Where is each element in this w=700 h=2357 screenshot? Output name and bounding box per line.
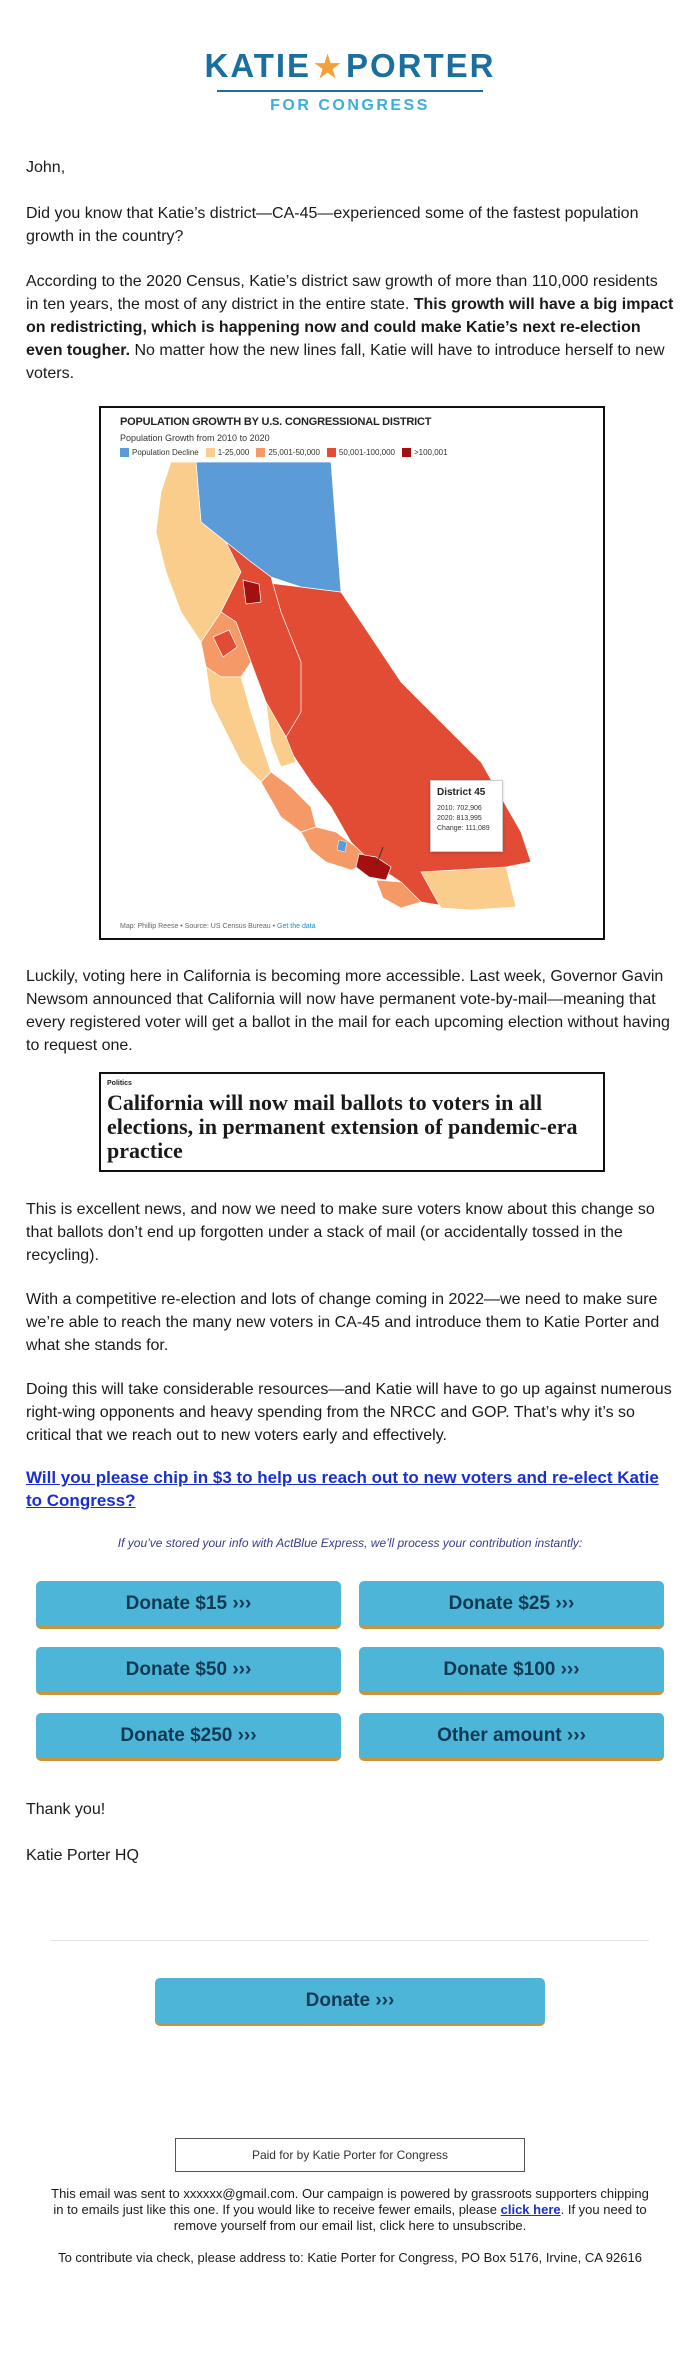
thank-you: Thank you!	[26, 1801, 106, 1818]
email-footer-notice: This email was sent to xxxxxx@gmail.com. Our campaign is powered by grassroots supporters chipping in to emails just like this one. If you would like to receive fewer emails, please click here. If you need to remove yourself from our email list, click here to unsubscribe.	[51, 2186, 649, 2233]
paid-for-disclaimer: Paid for by Katie Porter for Congress	[175, 2138, 525, 2172]
donate-100-button[interactable]: Donate $100 ›››	[359, 1647, 664, 1695]
map-region-la-decline	[337, 840, 347, 852]
paragraph-2-lead: According to the 2020 Census, Katie’s district saw growth of more than 110,000 residents in ten years, the most of any district in the entire state.	[26, 273, 658, 313]
population-growth-map	[99, 406, 605, 940]
callout-change: Change: 111,089	[437, 825, 490, 832]
donate-other-amount-button[interactable]: Other amount ›››	[359, 1713, 664, 1761]
paragraph-5: With a competitive re-election and lots of change coming in 2022—we need to make sure we’re able to reach the many new voters in CA-45 and introduce them to Katie Porter and what she stands for.	[26, 1291, 660, 1354]
donate-25-button[interactable]: Donate $25 ›››	[359, 1581, 664, 1629]
actblue-note: If you’ve stored your info with ActBlue Express, we’ll process your contribution instantly:	[117, 1536, 583, 1550]
headline-text: California will now mail ballots to voters in all elections, in permanent extension of pandemic-era practice	[107, 1090, 578, 1163]
legend-item-over-100001: >100,001	[402, 448, 448, 457]
california-district-map	[101, 462, 603, 912]
chip-in-link[interactable]: Will you please chip in $3 to help us reach out to new voters and re-elect Katie to Congress?	[26, 1468, 659, 1510]
map-region-coastal-south	[261, 772, 316, 832]
paragraph-4: This is excellent news, and now we need to make sure voters know about this change so that ballots don’t end up forgotten under a stack of mail (or accidentally tossed in the recycling).	[26, 1201, 655, 1264]
map-legend	[120, 448, 448, 457]
star-icon: ★	[314, 51, 343, 84]
legend-item-1-25000: 1-25,000	[206, 448, 250, 457]
logo-first-name: KATIE	[204, 47, 312, 84]
legend-item-50001-100000: 50,001-100,000	[327, 448, 395, 457]
donate-250-button[interactable]: Donate $250 ›››	[36, 1713, 341, 1761]
check-address: To contribute via check, please address to: Katie Porter for Congress, PO Box 5176, Irvine, CA 92616	[58, 2250, 642, 2265]
news-headline-image	[99, 1072, 605, 1172]
headline-section: Politics	[107, 1080, 132, 1087]
callout-2020: 2020: 813,995	[437, 815, 482, 822]
footer-divider	[51, 1940, 649, 1941]
legend-item-decline: Population Decline	[120, 448, 199, 457]
logo-divider	[217, 90, 483, 92]
callout-2010: 2010: 702,906	[437, 805, 482, 812]
paragraph-2-bold: This growth will have a big impact on redistricting, which is happening now and could make Katie’s next re-election even tougher.	[26, 296, 674, 359]
map-title: POPULATION GROWTH BY U.S. CONGRESSIONAL DISTRICT	[120, 416, 432, 428]
paragraph-6: Doing this will take considerable resources—and Katie will have to go up against numerous right-wing opponents and heavy spending from the NRCC and GOP. That’s why it’s so critical that we reach out to new voters early and effectively.	[26, 1381, 672, 1444]
map-region-sacramento	[243, 580, 261, 604]
donate-50-button[interactable]: Donate $50 ›››	[36, 1647, 341, 1695]
district-45-callout	[430, 780, 503, 852]
paragraph-3: Luckily, voting here in California is becoming more accessible. Last week, Governor Gavin Newsom announced that California will now have permanent vote-by-mail—meaning that every registered voter will get a ballot in the mail for each upcoming election without having to request one.	[26, 968, 670, 1054]
get-the-data-link[interactable]: Get the data	[277, 923, 316, 930]
map-region-east	[261, 582, 531, 907]
greeting: John,	[26, 159, 66, 176]
paragraph-1: Did you know that Katie’s district—CA-45—experienced some of the fastest population growth in the country?	[26, 205, 639, 245]
campaign-logo	[0, 48, 700, 116]
map-subtitle: Population Growth from 2010 to 2020	[120, 433, 270, 443]
footer-donate-button[interactable]: Donate ›››	[155, 1978, 545, 2026]
signature: Katie Porter HQ	[26, 1847, 139, 1864]
fewer-emails-link[interactable]: click here	[500, 2202, 561, 2217]
logo-name	[0, 48, 700, 86]
logo-subtitle: FOR CONGRESS	[270, 97, 430, 114]
callout-title: District 45	[437, 787, 486, 798]
paragraph-2-tail: No matter how the new lines fall, Katie will have to introduce herself to new voters.	[26, 342, 665, 382]
paragraph-2	[26, 270, 674, 385]
logo-last-name: PORTER	[345, 47, 496, 84]
map-source: Map: Phillip Reese • Source: US Census Bureau • Get the data	[120, 923, 316, 930]
legend-item-25001-50000: 25,001-50,000	[256, 448, 320, 457]
donate-15-button[interactable]: Donate $15 ›››	[36, 1581, 341, 1629]
